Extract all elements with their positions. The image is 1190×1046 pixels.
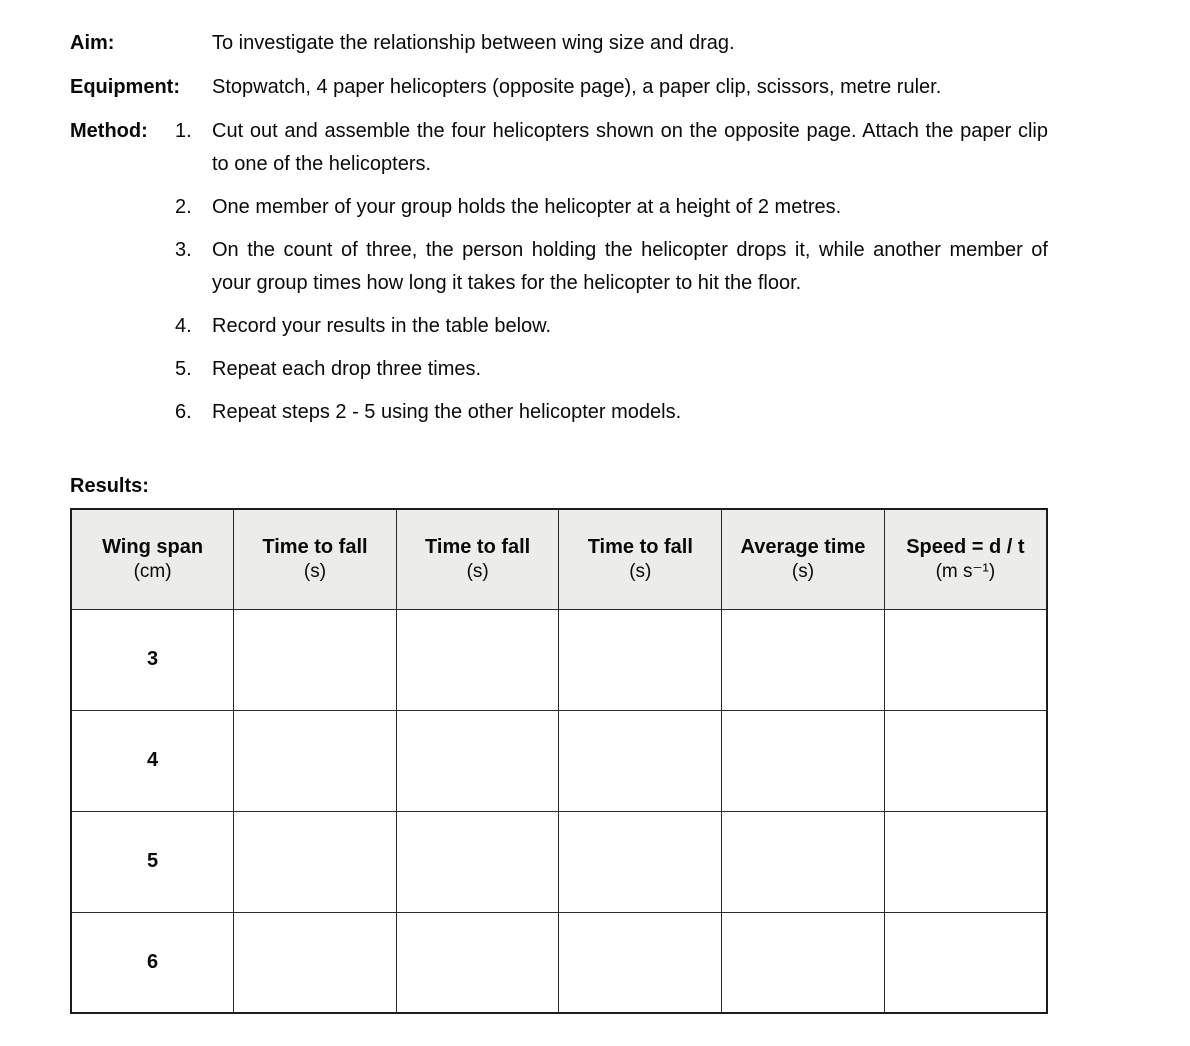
method-step-1 (175, 115, 1048, 181)
wing-span-value: 6 (71, 912, 234, 1013)
aim-row (70, 27, 1048, 60)
step-text: Cut out and assemble the four helicopters shown on the opposite page. Attach the paper clip to one of the helicopters. (212, 120, 1048, 175)
header-average-time (722, 509, 885, 609)
header-unit: (cm) (133, 561, 172, 583)
header-time-to-fall-3 (559, 509, 722, 609)
method-step-6 (175, 396, 1048, 429)
table-row-wingspan-4 (71, 710, 1047, 811)
header-time-to-fall-2 (396, 509, 559, 609)
result-cell (559, 609, 722, 710)
method-row (70, 115, 1048, 439)
result-cell (722, 811, 885, 912)
results-table (70, 508, 1048, 1014)
result-cell (884, 912, 1047, 1013)
results-table-body (71, 609, 1047, 1013)
table-row-wingspan-3 (71, 609, 1047, 710)
step-text: Record your results in the table below. (212, 315, 552, 337)
equipment-text: Stopwatch, 4 paper helicopters (opposite page), a paper clip, scissors, metre ruler. (212, 76, 942, 98)
result-cell (559, 710, 722, 811)
result-cell (234, 811, 397, 912)
header-unit: (s) (303, 561, 327, 583)
header-row (71, 509, 1047, 609)
step-text: Repeat each drop three times. (212, 358, 482, 380)
method-step-4 (175, 310, 1048, 343)
step-number: 5. (175, 358, 192, 380)
result-cell (396, 912, 559, 1013)
step-number: 2. (175, 196, 192, 218)
header-unit: (m s⁻¹) (935, 561, 996, 583)
header-wing-span (71, 509, 234, 609)
header-title: Time to fall (262, 536, 368, 559)
table-row-wingspan-6 (71, 912, 1047, 1013)
header-unit: (s) (791, 561, 815, 583)
result-cell (884, 811, 1047, 912)
result-cell (559, 912, 722, 1013)
result-cell (396, 710, 559, 811)
equipment-row (70, 71, 1048, 104)
header-title: Time to fall (425, 536, 531, 559)
method-step-5 (175, 353, 1048, 386)
header-unit: (s) (466, 561, 489, 583)
header-title: Time to fall (587, 536, 693, 559)
result-cell (234, 710, 397, 811)
step-number: 1. (175, 120, 192, 142)
result-cell (396, 811, 559, 912)
result-cell (234, 912, 397, 1013)
result-cell (396, 609, 559, 710)
result-cell (722, 912, 885, 1013)
method-label: Method: (70, 120, 148, 142)
header-title: Average time (740, 536, 866, 559)
header-speed (884, 509, 1047, 609)
method-step-3 (175, 234, 1048, 300)
result-cell (559, 811, 722, 912)
results-heading: Results: (70, 475, 149, 497)
method-steps (175, 115, 1048, 439)
header-unit: (s) (629, 561, 652, 583)
header-title: Speed = d / t (906, 536, 1025, 559)
header-title: Wing span (102, 536, 204, 559)
step-number: 4. (175, 315, 192, 337)
step-number: 3. (175, 239, 192, 261)
aim-label: Aim: (70, 32, 115, 54)
result-cell (722, 609, 885, 710)
step-text: On the count of three, the person holding the helicopter drops it, while another member of your group times how long it takes for the helicopter to hit the floor. (212, 239, 1048, 294)
result-cell (722, 710, 885, 811)
results-table-header (71, 509, 1047, 609)
equipment-label: Equipment: (70, 76, 180, 98)
wing-span-value: 5 (71, 811, 234, 912)
worksheet-content (70, 27, 1048, 1014)
wing-span-value: 3 (71, 609, 234, 710)
aim-text: To investigate the relationship between wing size and drag. (212, 32, 735, 54)
step-text: One member of your group holds the helicopter at a height of 2 metres. (212, 196, 842, 218)
header-time-to-fall-1 (234, 509, 397, 609)
step-number: 6. (175, 401, 192, 423)
result-cell (884, 710, 1047, 811)
method-step-2 (175, 191, 1048, 224)
step-text: Repeat steps 2 - 5 using the other helicopter models. (212, 401, 682, 423)
result-cell (884, 609, 1047, 710)
wing-span-value: 4 (71, 710, 234, 811)
result-cell (234, 609, 397, 710)
table-row-wingspan-5 (71, 811, 1047, 912)
